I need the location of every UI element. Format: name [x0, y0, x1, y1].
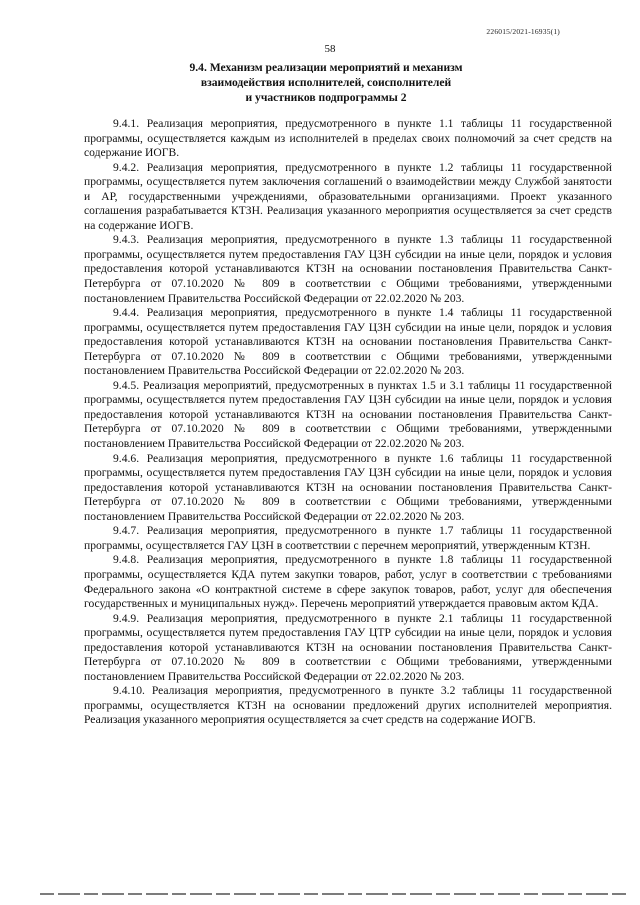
page-number: 58 — [324, 43, 336, 55]
paragraph-9-4-9: 9.4.9. Реализация мероприятия, предусмотренного в пункте 2.1 таблицы 11 государственной программы, осуществляется путем предоставления ГАУ ЦТР субсидии на иные цели, порядок и условия предоставления которой устанавливаются КТЗН на основании постановления Правительства Санкт-Петербурга от 07.10.2020 № 809 в соответствии с Общими требованиями, утвержденными постановлением Правительства Российской Федерации от 22.02.2020 № 203. — [84, 611, 612, 683]
paragraph-9-4-1: 9.4.1. Реализация мероприятия, предусмотренного в пункте 1.1 таблицы 11 государственной программы, осуществляется каждым из исполнителей в пределах своих полномочий за счет средств на содержание ИОГВ. — [84, 117, 612, 160]
scan-bottom-edge — [40, 893, 630, 895]
paragraph-9-4-10: 9.4.10. Реализация мероприятия, предусмотренного в пункте 3.2 таблицы 11 государственной программы, осуществляется КТЗН на основании предложений других исполнителей мероприятия. Реализация указанного мероприятия осуществляется за счет средств на содержание ИОГВ. — [84, 684, 612, 727]
paragraph-9-4-8: 9.4.8. Реализация мероприятия, предусмотренного в пункте 1.8 таблицы 11 государственной программы, осуществляется КДА путем закупки товаров, работ, услуг в соответствии с требованиями Федерального закона «О контрактной системе в сфере закупок товаров, работ, услуг для обеспечения государственных и муниципальных нужд». Перечень мероприятий утверждается правовым актом КДА. — [84, 553, 612, 611]
section-body — [84, 117, 612, 728]
section-title-line-3: и участников подпрограммы 2 — [245, 91, 407, 104]
paragraph-9-4-5: 9.4.5. Реализация мероприятий, предусмотренных в пунктах 1.5 и 3.1 таблицы 11 государственной программы, осуществляется путем предоставления ГАУ ЦЗН субсидии на иные цели, порядок и условия предоставления которой устанавливаются КТЗН на основании постановления Правительства Санкт-Петербурга от 07.10.2020 № 809 в соответствии с Общими требованиями, утвержденными постановлением Правительства Российской Федерации от 22.02.2020 № 203. — [84, 378, 612, 451]
document-registration-number: 226015/2021-16935(1) — [486, 27, 560, 36]
paragraph-9-4-2: 9.4.2. Реализация мероприятия, предусмотренного в пункте 1.2 таблицы 11 государственной программы, осуществляется путем заключения соглашений о взаимодействии между Службой занятости и АР, государственными учреждениями, образовательными организациями. Проект указанного соглашения разрабатывается КТЗН. Реализация указанного мероприятия осуществляется за счет средств на содержание ИОГВ. — [84, 160, 612, 232]
paragraph-9-4-3: 9.4.3. Реализация мероприятия, предусмотренного в пункте 1.3 таблицы 11 государственной программы, осуществляется путем предоставления ГАУ ЦЗН субсидии на иные цели, порядок и условия предоставления которой устанавливаются КТЗН на основании постановления Правительства Санкт-Петербурга от 07.10.2020 № 809 в соответствии с Общими требованиями, утвержденными постановлением Правительства Российской Федерации от 22.02.2020 № 203. — [84, 233, 612, 305]
section-title-line-2: взаимодействия исполнителей, соисполнителей — [200, 76, 452, 89]
paragraph-9-4-6: 9.4.6. Реализация мероприятия, предусмотренного в пункте 1.6 таблицы 11 государственной программы, осуществляется путем предоставления ГАУ ЦЗН субсидии на иные цели, порядок и условия предоставления которой устанавливаются КТЗН на основании постановления Правительства Санкт-Петербурга от 07.10.2020 № 809 в соответствии с Общими требованиями, утвержденными постановлением Правительства Российской Федерации от 22.02.2020 № 203. — [84, 451, 612, 523]
section-title — [120, 60, 532, 105]
paragraph-9-4-7: 9.4.7. Реализация мероприятия, предусмотренного в пункте 1.7 таблицы 11 государственной программы, осуществляется ГАУ ЦЗН в соответствии с перечнем мероприятий, утвержденным КТЗН. — [84, 524, 612, 552]
section-title-line-1: 9.4. Механизм реализации мероприятий и механизм — [189, 61, 463, 74]
paragraph-9-4-4: 9.4.4. Реализация мероприятия, предусмотренного в пункте 1.4 таблицы 11 государственной программы, осуществляется путем предоставления ГАУ ЦЗН субсидии на иные цели, порядок и условия предоставления которой устанавливаются КТЗН на основании постановления Правительства Санкт-Петербурга от 07.10.2020 № 809 в соответствии с Общими требованиями, утвержденными постановлением Правительства Российской Федерации от 22.02.2020 № 203. — [84, 306, 612, 378]
